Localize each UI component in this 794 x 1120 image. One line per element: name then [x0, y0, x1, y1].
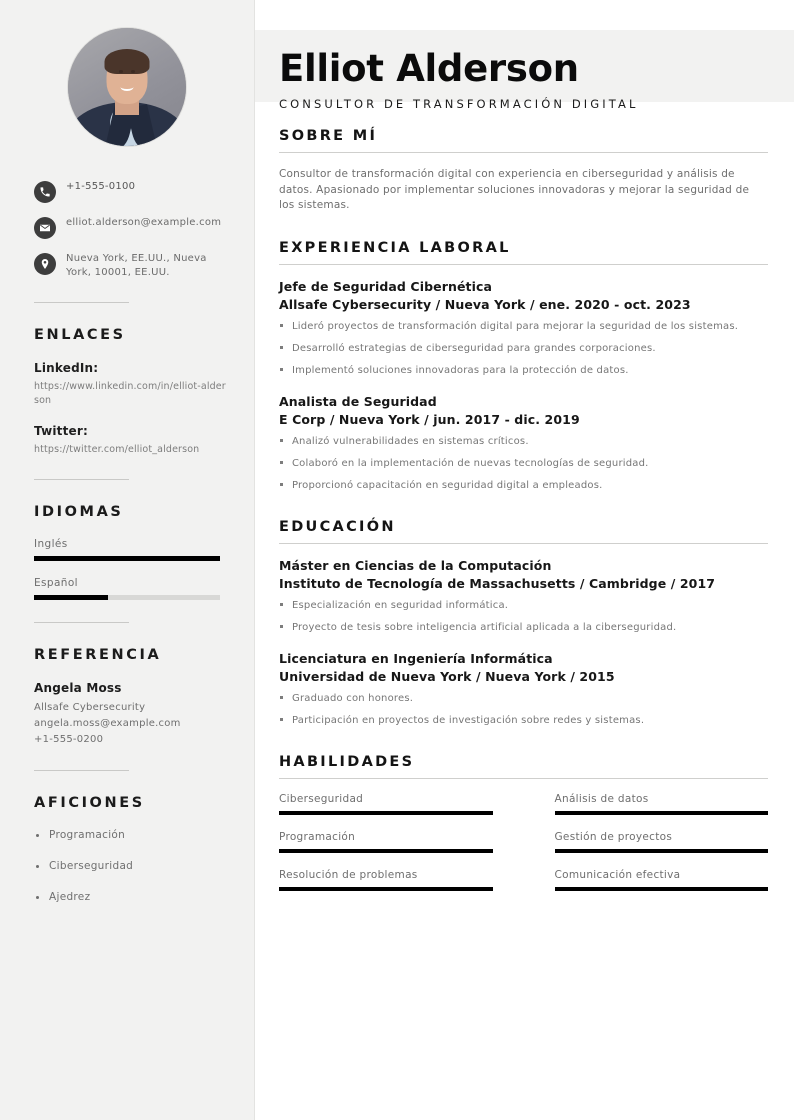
education-degree: Licenciatura en Ingeniería Informática — [279, 650, 553, 666]
job-role-subtitle: CONSULTOR DE TRANSFORMACIÓN DIGITAL — [279, 97, 639, 111]
skill-name: Gestión de proyectos — [554, 830, 673, 843]
reference-name: Angela Moss — [34, 681, 122, 695]
skill-level-track — [555, 849, 769, 853]
skill-name: Comunicación efectiva — [554, 868, 681, 881]
education-entry — [279, 558, 768, 635]
education-meta: Instituto de Tecnología de Massachusetts / Cambridge / 2017 — [279, 575, 716, 591]
sidebar-divider-3 — [34, 622, 129, 623]
skill-item — [279, 869, 493, 891]
contact-list — [0, 180, 254, 280]
language-level-fill-espanol — [34, 595, 108, 600]
education-bullets — [279, 598, 768, 635]
hobbies-list — [0, 829, 254, 903]
contact-email-text: elliot.alderson@example.com — [66, 217, 222, 228]
reference-phone: +1-555-0200 — [34, 734, 104, 745]
language-level-fill-ingles — [34, 556, 220, 561]
sidebar-divider-2 — [34, 479, 129, 480]
language-name-ingles: Inglés — [34, 538, 68, 550]
section-experience — [279, 240, 768, 493]
list-item: Ajedrez — [36, 891, 228, 903]
skill-name: Programación — [279, 830, 356, 843]
reference-email: angela.moss@example.com — [34, 718, 181, 729]
experience-bullets — [279, 319, 768, 378]
contact-address-row — [34, 252, 232, 280]
education-meta: Universidad de Nueva York / Nueva York / 2015 — [279, 668, 615, 684]
avatar-smile — [121, 83, 134, 91]
link-item-linkedin[interactable] — [0, 361, 254, 408]
experience-meta: E Corp / Nueva York / jun. 2017 - dic. 2019 — [279, 411, 580, 427]
education-degree: Máster en Ciencias de la Computación — [279, 557, 552, 573]
skill-level-track — [279, 849, 493, 853]
skill-level-fill — [555, 887, 769, 891]
skill-level-track — [555, 887, 769, 891]
skill-name: Análisis de datos — [554, 792, 649, 805]
education-bullets — [279, 691, 768, 728]
experience-position: Analista de Seguridad — [279, 393, 437, 409]
contact-address-text: Nueva York, EE.UU., Nueva York, 10001, EE.UU. — [66, 253, 207, 278]
languages-section-title: IDIOMAS — [34, 504, 124, 520]
education-entry — [279, 651, 768, 728]
avatar-eye-right — [131, 70, 135, 73]
section-education — [279, 519, 768, 728]
location-pin-icon — [34, 253, 56, 275]
experience-meta: Allsafe Cybersecurity / Nueva York / ene. 2020 - oct. 2023 — [279, 296, 691, 312]
contact-phone-text: +1-555-0100 — [66, 181, 136, 192]
experience-entry — [279, 279, 768, 378]
link-label-linkedin: LinkedIn: — [34, 361, 99, 375]
skill-level-fill — [555, 849, 769, 853]
education-section-title: EDUCACIÓN — [279, 518, 396, 535]
about-section-title: SOBRE MÍ — [279, 128, 378, 144]
section-skills — [279, 754, 768, 891]
links-section-title: ENLACES — [34, 327, 126, 343]
language-name-espanol: Español — [34, 577, 79, 589]
skill-level-track — [555, 811, 769, 815]
list-item: Especialización en seguridad informática. — [279, 598, 768, 613]
about-text: Consultor de transformación digital con experiencia en ciberseguridad y análisis de datos. Apasionado por implementar soluciones innovadoras y mejorar la seguridad de los sistemas. — [279, 168, 750, 211]
avatar-container — [0, 0, 254, 146]
section-about — [279, 128, 768, 214]
contact-email-row — [34, 216, 232, 239]
list-item: Proporcionó capacitación en seguridad digital a empleados. — [279, 478, 768, 493]
skill-name: Ciberseguridad — [279, 792, 364, 805]
phone-icon — [34, 181, 56, 203]
page-title: Elliot Alderson — [279, 47, 579, 90]
list-item: Lideró proyectos de transformación digital para mejorar la seguridad de los sistemas. — [279, 319, 768, 334]
reference-section-title: REFERENCIA — [34, 647, 162, 663]
about-section-rule — [279, 152, 768, 153]
skills-section-rule — [279, 778, 768, 779]
skill-level-fill — [555, 811, 769, 815]
skill-level-track — [279, 887, 493, 891]
name-banner — [255, 30, 794, 111]
skill-level-fill — [279, 811, 493, 815]
skills-section-title: HABILIDADES — [279, 753, 415, 770]
language-item-espanol — [0, 577, 254, 600]
envelope-icon — [34, 217, 56, 239]
list-item: Proyecto de tesis sobre inteligencia artificial aplicada a la ciberseguridad. — [279, 620, 768, 635]
list-item: Programación — [36, 829, 228, 841]
list-item: Participación en proyectos de investigación sobre redes y sistemas. — [279, 713, 768, 728]
skill-level-track — [279, 811, 493, 815]
list-item: Desarrolló estrategias de ciberseguridad para grandes corporaciones. — [279, 341, 768, 356]
language-level-track-espanol — [34, 595, 220, 600]
hobbies-section-title: AFICIONES — [34, 795, 145, 811]
skills-grid — [279, 793, 768, 891]
skill-item — [279, 831, 493, 853]
skill-level-fill — [279, 887, 493, 891]
language-level-track-ingles — [34, 556, 220, 561]
sidebar — [0, 0, 255, 1120]
experience-bullets — [279, 434, 768, 493]
reference-company: Allsafe Cybersecurity — [34, 702, 146, 713]
language-item-ingles — [0, 538, 254, 561]
skill-level-fill — [279, 849, 493, 853]
list-item: Implementó soluciones innovadoras para la protección de datos. — [279, 363, 768, 378]
reference-card — [0, 681, 254, 748]
link-item-twitter[interactable] — [0, 424, 254, 457]
list-item: Analizó vulnerabilidades en sistemas críticos. — [279, 434, 768, 449]
skill-item — [555, 793, 769, 815]
contact-phone-row — [34, 180, 232, 203]
skill-item — [555, 869, 769, 891]
link-url-twitter[interactable]: https://twitter.com/elliot_alderson — [34, 444, 200, 455]
avatar-hair — [105, 49, 150, 74]
avatar — [68, 28, 186, 146]
skill-item — [279, 793, 493, 815]
main-sections — [255, 128, 794, 891]
list-item: Ciberseguridad — [36, 860, 228, 872]
main-content — [255, 0, 794, 1120]
list-item: Colaboró en la implementación de nuevas tecnologías de seguridad. — [279, 456, 768, 471]
experience-position: Jefe de Seguridad Cibernética — [279, 278, 493, 294]
avatar-eye-left — [119, 70, 123, 73]
experience-section-title: EXPERIENCIA LABORAL — [279, 239, 511, 256]
list-item: Graduado con honores. — [279, 691, 768, 706]
education-section-rule — [279, 543, 768, 544]
experience-section-rule — [279, 264, 768, 265]
experience-entry — [279, 394, 768, 493]
skill-item — [555, 831, 769, 853]
sidebar-divider-4 — [34, 770, 129, 771]
sidebar-divider-1 — [34, 302, 129, 303]
skill-name: Resolución de problemas — [279, 868, 418, 881]
link-label-twitter: Twitter: — [34, 424, 88, 438]
link-url-linkedin[interactable]: https://www.linkedin.com/in/elliot-alderson — [34, 381, 226, 406]
